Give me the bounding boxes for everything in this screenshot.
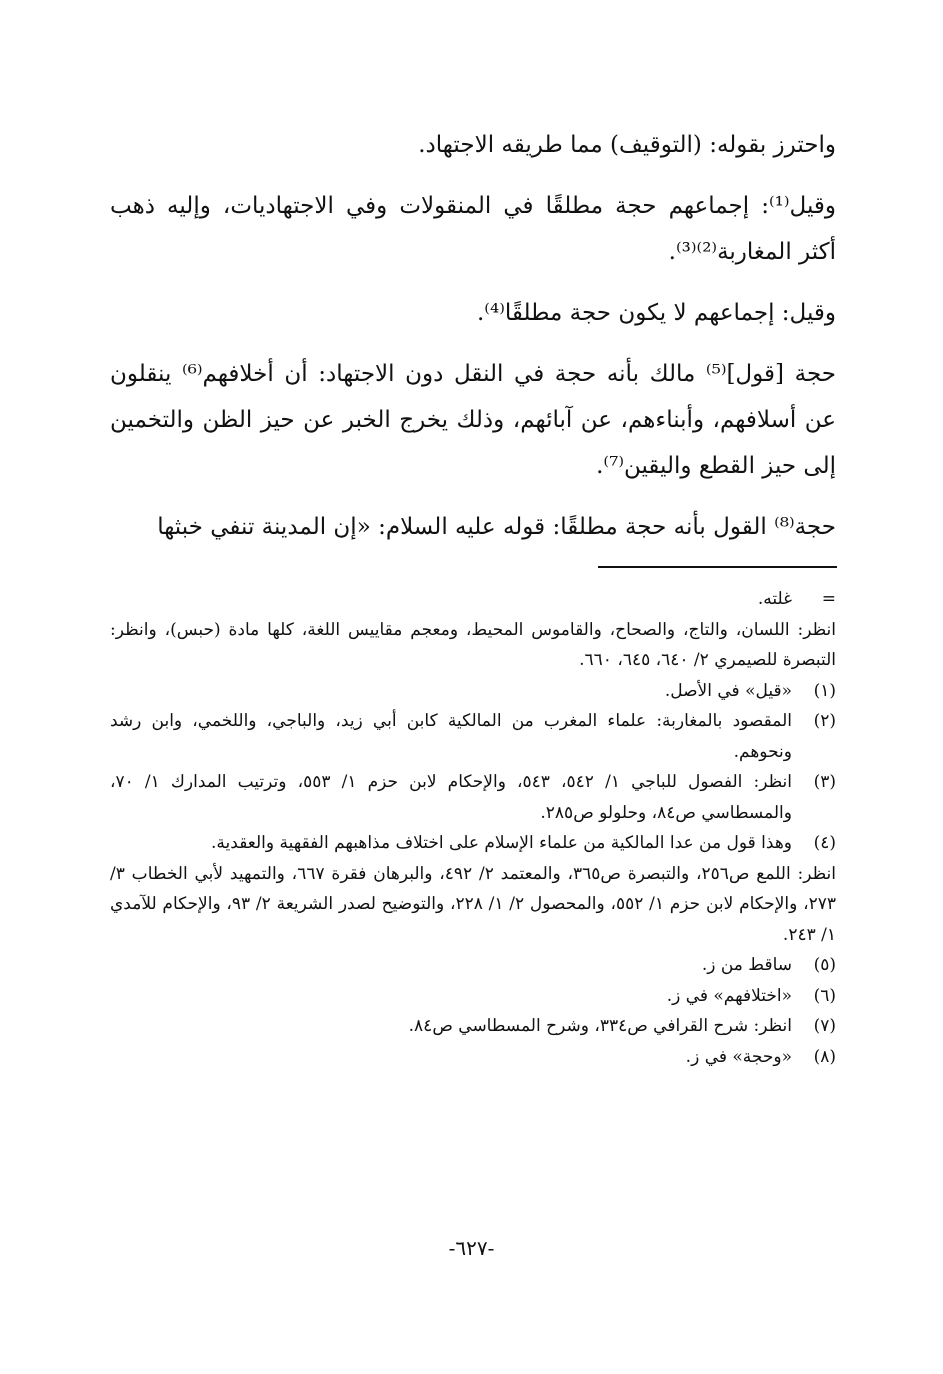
main-paragraph-3: وقيل: إجماعهم لا يكون حجة مطلقًا⁽⁴⁾. xyxy=(477,300,836,326)
footnote-text: وهذا قول من عدا المالكية من علماء الإسلام على اختلاف مذاهبهم الفقهية والعقدية. xyxy=(211,833,792,853)
footnotes xyxy=(110,584,836,1072)
page-number: -٦٢٧- xyxy=(448,1236,495,1260)
footnote-4 xyxy=(110,828,836,859)
footnote-text: انظر: الفصول للباجي ١/ ٥٤٢، ٥٤٣، والإحكام لابن حزم ١/ ٥٥٣، وترتيب المدارك ١/ ٧٠، والمسطاسي ص٨٤، وحلولو ص٢٨٥. xyxy=(110,772,793,823)
main-paragraph-1: واحترز بقوله: (التوقيف) مما طريقه الاجتهاد. xyxy=(418,132,836,158)
footnote-text: المقصود بالمغاربة: علماء المغرب من المالكية كابن أبي زيد، والباجي، واللخمي، وابن رشد ونحوهم. xyxy=(110,711,792,762)
footnote-number: (١) xyxy=(813,680,836,701)
footnote-3 xyxy=(110,767,836,828)
footnote-text: انظر: شرح القرافي ص٣٣٤، وشرح المسطاسي ص٨٤. xyxy=(408,1016,792,1036)
continuation-line-1: غلته. xyxy=(757,589,792,609)
footnote-continuation xyxy=(110,584,836,615)
footnote-text: ساقط من ز. xyxy=(701,955,792,975)
footnote-number: (٧) xyxy=(813,1016,836,1036)
main-paragraph-2: وقيل⁽¹⁾: إجماعهم حجة مطلقًا في المنقولات وفي الاجتهاديات، وإليه ذهب أكثر المغاربة⁽²⁾⁽³⁾. xyxy=(110,193,836,265)
footnote-text: «وحجة» في ز. xyxy=(685,1046,792,1067)
footnote-8 xyxy=(110,1042,836,1073)
footnote-2 xyxy=(110,706,836,767)
main-paragraph-5: حجة⁽⁸⁾ القول بأنه حجة مطلقًا: قوله عليه السلام: «إن المدينة تنفي خبثها xyxy=(157,514,836,540)
main-text xyxy=(110,122,836,565)
footnote-1 xyxy=(110,676,836,707)
footnote-number: (٨) xyxy=(813,1046,836,1067)
footnote-number: (٤) xyxy=(813,833,836,853)
footnote-4-continuation: انظر: اللمع ص٢٥٦، والتبصرة ص٣٦٥، والمعتمد ٢/ ٤٩٢، والبرهان فقرة ٦٦٧، والتمهيد لأبي الخطاب ٣/ ٢٧٣، والإحكام لابن حزم ١/ ٥٥٢، والمحصول ٢/ ١/ ٢٢٨، والتوضيح لصدر الشريعة ٢/ ٩٣، والإحكام للآمدي ١/ ٢٤٣. xyxy=(110,863,836,945)
continuation-line-2: انظر: اللسان، والتاج، والصحاح، والقاموس المحيط، ومعجم مقاييس اللغة، كلها مادة (حبس)، وانظر: التبصرة للصيمري ٢/ ٦٤٠، ٦٤٥، ٦٦٠. xyxy=(110,619,836,670)
footnote-number: (٣) xyxy=(813,772,836,792)
footnote-text: «قيل» في الأصل. xyxy=(664,680,792,701)
footnote-separator xyxy=(598,566,837,568)
continuation-marker: = xyxy=(821,589,836,609)
footnote-6 xyxy=(110,981,836,1012)
footnote-number: (٥) xyxy=(813,955,836,975)
footnote-text: «اختلافهم» في ز. xyxy=(666,985,792,1006)
footnote-5 xyxy=(110,950,836,981)
main-paragraph-4: حجة [قول]⁽⁵⁾ مالك بأنه حجة في النقل دون الاجتهاد: أن أخلافهم⁽⁶⁾ ينقلون عن أسلافهم، وأبناءهم، عن آبائهم، وذلك يخرج الخبر عن حيز الظن والتخمين إلى حيز القطع واليقين⁽⁷⁾. xyxy=(110,361,837,479)
footnote-7 xyxy=(110,1011,836,1042)
footnote-number: (٦) xyxy=(813,985,836,1006)
footnote-number: (٢) xyxy=(813,711,836,731)
